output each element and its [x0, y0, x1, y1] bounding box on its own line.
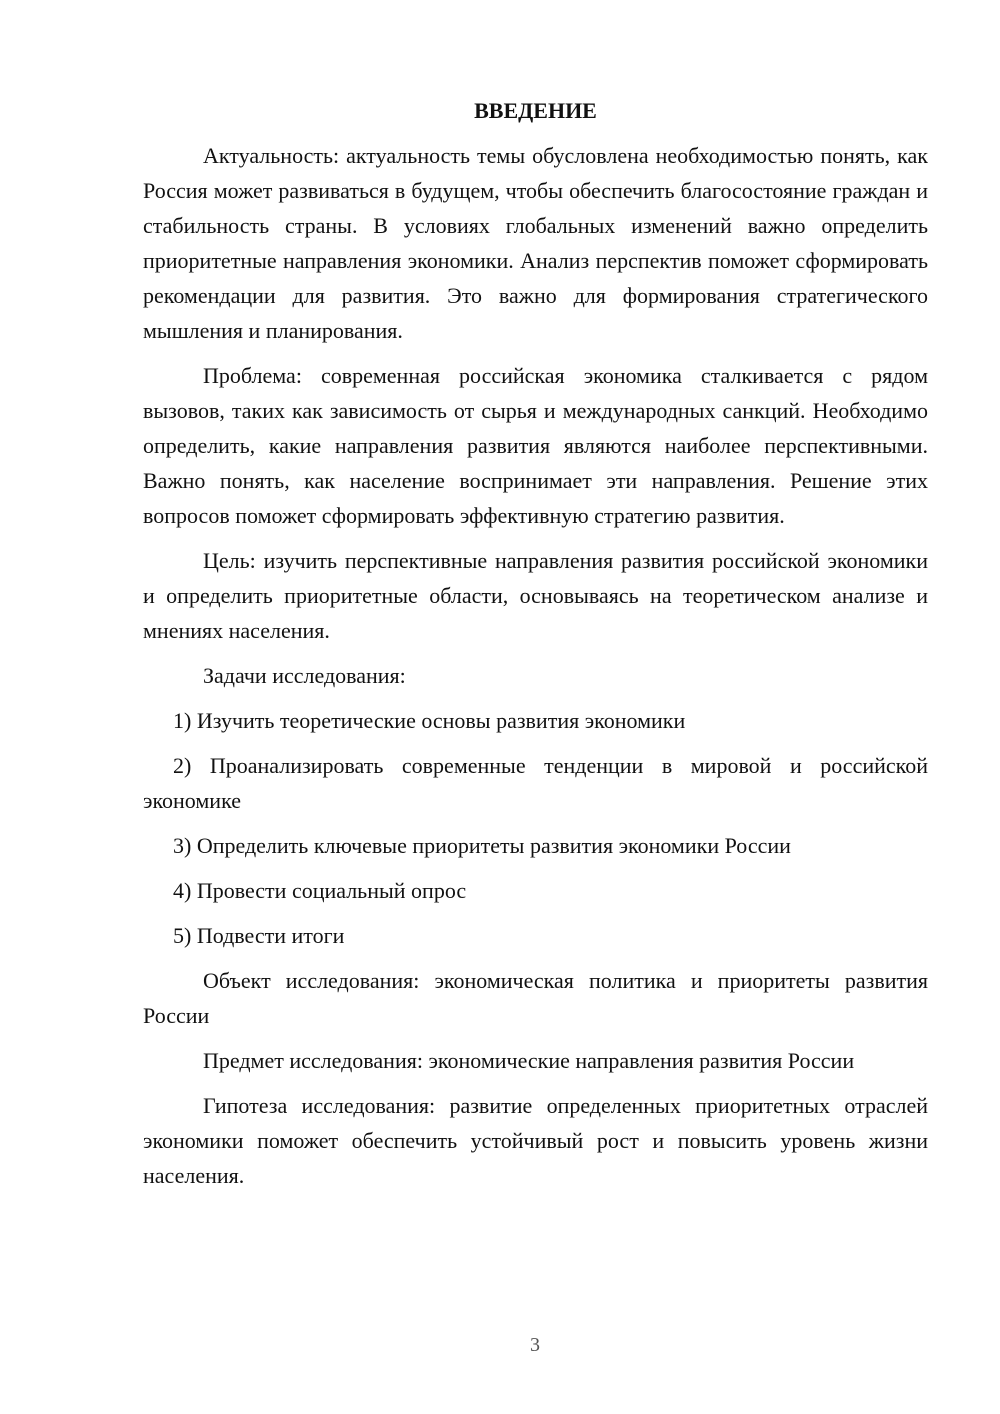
task-item-1: 1) Изучить теоретические основы развития экономики	[173, 708, 686, 733]
paragraph-hypothesis: Гипотеза исследования: развитие определенных приоритетных отраслей экономики поможет обеспечить устойчивый рост и повысить уровень жизни населения.	[143, 1093, 928, 1188]
paragraph-object: Объект исследования: экономическая политика и приоритеты развития России	[143, 968, 928, 1028]
task-item-2: 2) Проанализировать современные тенденции в мировой и российской экономике	[143, 753, 928, 813]
task-item-4: 4) Провести социальный опрос	[173, 878, 467, 903]
paragraph-goal: Цель: изучить перспективные направления развития российской экономики и определить приоритетные области, основываясь на теоретическом анализе и мнениях населения.	[143, 548, 928, 643]
task-item-5: 5) Подвести итоги	[173, 923, 345, 948]
task-item-3: 3) Определить ключевые приоритеты развития экономики России	[173, 833, 791, 858]
section-title: ВВЕДЕНИЕ	[474, 98, 597, 123]
paragraph-problem: Проблема: современная российская экономика сталкивается с рядом вызовов, таких как зависимость от сырья и международных санкций. Необходимо определить, какие направления развития являются наиболее перспективными. Важно понять, как население воспринимает эти направления. Решение этих вопросов поможет сформировать эффективную стратегию развития.	[143, 363, 928, 528]
paragraph-relevance: Актуальность: актуальность темы обусловлена необходимостью понять, как Россия может развиваться в будущем, чтобы обеспечить благосостояние граждан и стабильность страны. В условиях глобальных изменений важно определить приоритетные направления экономики. Анализ перспектив поможет сформировать рекомендации для развития. Это важно для формирования стратегического мышления и планирования.	[143, 143, 928, 343]
paragraph-tasks-heading: Задачи исследования:	[203, 663, 406, 688]
page-content	[143, 93, 928, 1203]
paragraph-subject: Предмет исследования: экономические направления развития России	[203, 1048, 855, 1073]
page-number: 3	[530, 1334, 540, 1356]
